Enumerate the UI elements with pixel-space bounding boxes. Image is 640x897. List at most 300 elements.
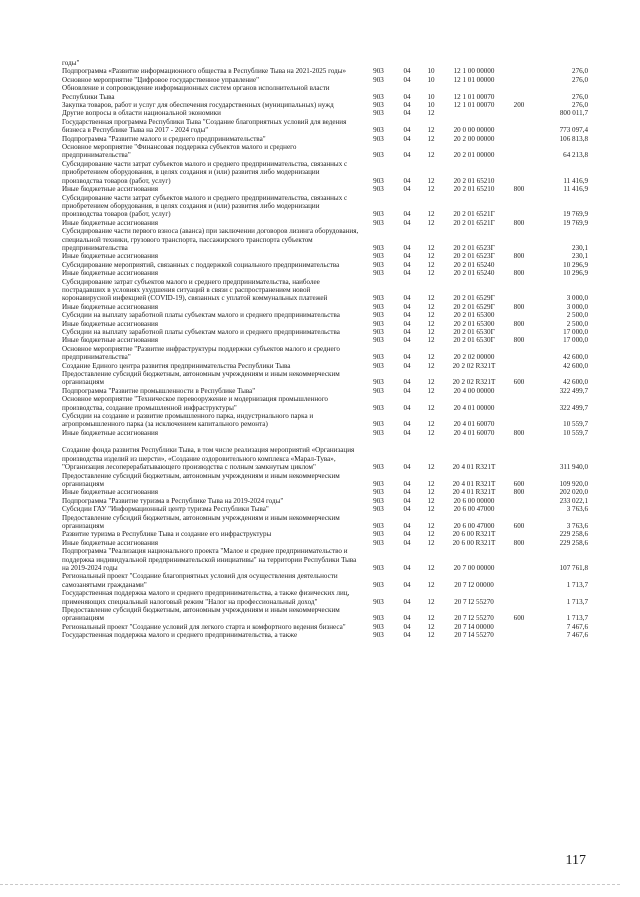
row-grbs-code: 903 [373, 269, 384, 278]
row-subsection-code: 12 [427, 505, 435, 514]
row-grbs-code: 903 [373, 386, 384, 395]
row-target-article-code: 20 2 01 65300 [453, 319, 495, 328]
row-section-code: 04 [403, 353, 411, 362]
row-section-code: 04 [403, 185, 411, 194]
row-grbs-code: 903 [373, 614, 384, 623]
row-name: Региональный проект "Создание благоприятных условий для осуществления деятельности самозанятыми гражданами" [62, 572, 338, 589]
row-section-code: 04 [403, 319, 411, 328]
row-section-code: 04 [403, 294, 411, 303]
row-grbs-code: 903 [373, 101, 384, 110]
table-row [62, 395, 590, 412]
table-row [62, 109, 590, 117]
row-grbs-code: 903 [373, 496, 384, 505]
row-expense-type-code: 600 [513, 378, 525, 387]
table-row [62, 336, 590, 344]
row-name: Иные бюджетные ассигнования [62, 269, 159, 278]
row-subsection-code: 12 [427, 420, 435, 429]
row-name: Подпрограмма "Реализация национального проекта "Малое и среднее предпринимательство и поддержка индивидуальной предпринимательской инициативы" на территории Республики Тыва на 2019-2024 годы [62, 547, 357, 572]
row-grbs-code: 903 [373, 302, 384, 311]
row-grbs-code: 903 [373, 505, 384, 514]
row-amount: 107 761,8 [559, 563, 588, 572]
row-section-code: 04 [403, 505, 411, 514]
table-row [62, 278, 590, 303]
row-section-code: 04 [403, 269, 411, 278]
row-grbs-code: 903 [373, 463, 384, 472]
row-section-code: 04 [403, 538, 411, 547]
row-name: Субсидирование части затрат субъектов малого и среднего предпринимательства, связанных с приобретением оборудования, в целях создания и (или) развития либо модернизации производства товаров (работ, услуг) [62, 159, 348, 185]
row-grbs-code: 903 [373, 311, 384, 320]
row-target-article-code: 20 6 00 47000 [453, 521, 495, 530]
row-amount: 42 600,0 [563, 353, 588, 362]
row-target-article-code: 12 1 00 00000 [453, 67, 495, 76]
row-grbs-code: 903 [373, 488, 384, 497]
row-name: Субсидирование затрат субъектов малого и среднего предпринимательства, наиболее пострадавших в условиях ухудшения ситуаций в связи с распространением новой коронавирусной инфекцией (COVID-19), связанных с уплатой коммунальных платежей [62, 277, 328, 303]
row-name: Иные бюджетные ассигнования [62, 302, 159, 311]
row-target-article-code: 20 4 01 00000 [453, 403, 495, 412]
row-target-article-code: 20 7 I2 55270 [454, 614, 494, 623]
row-target-article-code: 12 1 01 00070 [453, 101, 495, 110]
row-expense-type-code: 800 [513, 252, 525, 261]
row-grbs-code: 903 [373, 67, 384, 76]
table-row [62, 311, 590, 319]
row-amount: 230,1 [572, 252, 588, 261]
row-name: Подпрограмма "Развитие малого и среднего предпринимательства" [62, 134, 266, 143]
row-grbs-code: 903 [373, 361, 384, 370]
row-section-code: 04 [403, 328, 411, 336]
row-expense-type-code: 600 [513, 479, 525, 488]
row-grbs-code: 903 [373, 319, 384, 328]
row-target-article-code: 20 2 01 65240 [453, 269, 495, 278]
row-grbs-code: 903 [373, 252, 384, 261]
row-name: Иные бюджетные ассигнования [62, 218, 159, 227]
row-subsection-code: 12 [427, 403, 435, 412]
row-name: Иные бюджетные ассигнования [62, 252, 159, 261]
row-subsection-code: 12 [427, 151, 435, 160]
row-name: Субсидии на выплату заработной платы субъектам малого и среднего предпринимательства [62, 328, 340, 336]
row-section-code: 04 [403, 75, 411, 84]
table-row [62, 101, 590, 109]
row-subsection-code: 12 [427, 269, 435, 278]
row-amount: 7 467,6 [566, 622, 588, 631]
row-subsection-code: 12 [427, 479, 435, 488]
row-target-article-code: 20 2 01 6530Г [453, 328, 495, 336]
row-subsection-code: 12 [427, 311, 435, 320]
table-row [62, 505, 590, 513]
row-name: Основное мероприятие "Цифровое государственное управление" [62, 75, 260, 84]
table-row [62, 328, 590, 336]
row-name: Развитие туризма в Республике Тыва и создание его инфраструктуры [62, 530, 272, 539]
row-name: Обновление и сопровождение информационных систем органов исполнительной власти Республики Тыва [62, 84, 330, 101]
table-row [62, 497, 590, 505]
row-section-code: 04 [403, 311, 411, 320]
row-amount: 19 769,9 [563, 210, 588, 219]
row-subsection-code: 12 [427, 538, 435, 547]
row-target-article-code: 20 2 01 6529Г [453, 294, 495, 303]
row-amount: 7 467,6 [566, 631, 588, 640]
row-subsection-code: 12 [427, 185, 435, 194]
row-grbs-code: 903 [373, 580, 384, 589]
row-subsection-code: 12 [427, 428, 435, 437]
table-row [62, 631, 590, 639]
row-grbs-code: 903 [373, 126, 384, 135]
row-amount: 800 011,7 [559, 109, 588, 118]
row-grbs-code: 903 [373, 210, 384, 219]
row-subsection-code: 12 [427, 336, 435, 345]
row-target-article-code: 20 2 00 00000 [453, 134, 495, 143]
table-row [62, 160, 590, 185]
row-subsection-code: 12 [427, 134, 435, 143]
row-subsection-code: 12 [427, 622, 435, 631]
row-name: Иные бюджетные ассигнования [62, 428, 159, 437]
row-subsection-code: 12 [427, 530, 435, 539]
table-row [62, 185, 590, 193]
row-target-article-code: 20 6 00 R321Т [452, 530, 496, 539]
row-name: Субсидии на создание и развитие промышленного парка, индустриального парка и агропромышленного парка (за исключением капитального ремонта) [62, 412, 314, 429]
table-row [62, 514, 590, 531]
row-section-code: 04 [403, 302, 411, 311]
row-grbs-code: 903 [373, 328, 384, 336]
row-grbs-code: 903 [373, 243, 384, 252]
row-subsection-code: 12 [427, 252, 435, 261]
row-subsection-code: 10 [427, 101, 435, 110]
row-target-article-code: 20 6 00 00000 [453, 496, 495, 505]
row-section-code: 04 [403, 403, 411, 412]
row-name: Субсидирование части первого взноса (аванса) при заключении договоров лизинга оборудования, специальной техники, грузового транспорта, пассажирского транспорта субъектом предпринимательства [62, 227, 359, 252]
row-amount: 1 713,7 [566, 597, 588, 606]
row-section-code: 04 [403, 597, 411, 606]
row-target-article-code: 20 7 I2 00000 [454, 580, 494, 589]
row-section-code: 04 [403, 92, 411, 101]
row-section-code: 04 [403, 580, 411, 589]
row-grbs-code: 903 [373, 378, 384, 387]
row-target-article-code: 20 2 01 6523Г [453, 243, 495, 252]
row-amount: 276,0 [572, 67, 588, 76]
row-expense-type-code: 800 [513, 269, 525, 278]
row-grbs-code: 903 [373, 622, 384, 631]
row-grbs-code: 903 [373, 597, 384, 606]
row-section-code: 04 [403, 521, 411, 530]
row-amount: 1 713,7 [566, 614, 588, 623]
row-target-article-code: 20 2 02 R321Т [452, 378, 496, 387]
row-target-article-code: 20 2 01 00000 [453, 151, 495, 160]
row-name: Субсидирование мероприятий, связанных с поддержкой социального предпринимательства [62, 260, 340, 269]
row-grbs-code: 903 [373, 403, 384, 412]
row-section-code: 04 [403, 479, 411, 488]
table-row [62, 76, 590, 84]
row-amount: 19 769,9 [563, 218, 588, 227]
row-subsection-code: 10 [427, 75, 435, 84]
row-subsection-code: 12 [427, 386, 435, 395]
row-name: Субсидии ГАУ "Информационный центр туризма Республики Тыва" [62, 505, 269, 514]
row-target-article-code: 20 4 01 R321Т [452, 479, 496, 488]
row-target-article-code: 20 4 01 R321Т [452, 488, 496, 497]
row-expense-type-code: 800 [513, 302, 525, 311]
row-subsection-code: 12 [427, 294, 435, 303]
row-section-code: 04 [403, 109, 411, 118]
table-row [62, 135, 590, 143]
row-amount: 11 416,9 [563, 185, 588, 194]
row-amount: 3 763,6 [566, 521, 588, 530]
table-row [62, 362, 590, 370]
row-grbs-code: 903 [373, 151, 384, 160]
row-subsection-code: 12 [427, 521, 435, 530]
row-section-code: 04 [403, 463, 411, 472]
row-name: Государственная программа Республики Тыва "Создание благоприятных условий для ведения бизнеса в Республике Тыва на 2017 - 2024 годы" [62, 117, 347, 135]
row-target-article-code: 20 0 00 00000 [453, 126, 495, 135]
table-row [62, 370, 590, 387]
row-target-article-code: 20 4 01 60070 [453, 420, 495, 429]
row-name: Создание фонда развития Республики Тыва, в том числе реализация мероприятий «Организация производства изделий из шерсти», «Создание оздоровительного комплекса «Марал-Тува», "Организация лесоперерабатывающего производства с полным замкнутым циклом" [62, 446, 355, 472]
row-amount: 276,0 [572, 75, 588, 84]
row-grbs-code: 903 [373, 563, 384, 572]
row-name: Основное мероприятие "Развитие инфраструктуры поддержки субъектов малого и среднего предпринимательства" [62, 344, 340, 362]
row-target-article-code: 12 1 01 00070 [453, 92, 495, 101]
row-target-article-code: 20 7 I2 55270 [454, 597, 494, 606]
row-amount: 42 600,0 [563, 361, 588, 370]
row-name: Иные бюджетные ассигнования [62, 336, 159, 345]
row-amount: 3 000,0 [566, 294, 588, 303]
table-row [62, 623, 590, 631]
row-amount: 322 499,7 [559, 403, 588, 412]
row-subsection-code: 12 [427, 361, 435, 370]
row-name: Иные бюджетные ассигнования [62, 185, 159, 194]
row-subsection-code: 12 [427, 496, 435, 505]
row-amount: 773 097,4 [559, 126, 588, 135]
table-row [62, 59, 590, 67]
table-row [62, 530, 590, 538]
row-section-code: 04 [403, 488, 411, 497]
row-grbs-code: 903 [373, 521, 384, 530]
row-amount: 42 600,0 [563, 378, 588, 387]
row-expense-type-code: 800 [513, 428, 525, 437]
row-name: Государственная поддержка малого и среднего предпринимательства, а также [62, 631, 298, 640]
row-subsection-code: 12 [427, 614, 435, 623]
row-section-code: 04 [403, 428, 411, 437]
row-amount: 3 763,6 [566, 505, 588, 514]
row-expense-type-code: 800 [513, 336, 525, 345]
row-subsection-code: 12 [427, 563, 435, 572]
row-section-code: 04 [403, 496, 411, 505]
row-expense-type-code: 800 [513, 319, 525, 328]
table-row [62, 606, 590, 623]
table-row [62, 429, 590, 437]
row-grbs-code: 903 [373, 109, 384, 118]
table-row [62, 547, 590, 572]
table-row [62, 488, 590, 496]
row-target-article-code: 20 2 01 65300 [453, 311, 495, 320]
table-row [62, 118, 590, 135]
row-expense-type-code: 800 [513, 538, 525, 547]
row-section-code: 04 [403, 336, 411, 345]
row-subsection-code: 10 [427, 92, 435, 101]
table-row [62, 261, 590, 269]
row-expense-type-code: 800 [513, 185, 525, 194]
row-amount: 109 920,0 [559, 479, 588, 488]
table-row [62, 67, 590, 75]
row-expense-type-code: 600 [513, 614, 525, 623]
row-section-code: 04 [403, 218, 411, 227]
bottom-dashed-line [0, 884, 620, 885]
row-amount: 10 296,9 [563, 269, 588, 278]
table-row [62, 227, 590, 252]
row-target-article-code: 12 1 01 00000 [453, 75, 495, 84]
row-target-article-code: 20 7 00 00000 [453, 563, 495, 572]
row-expense-type-code: 200 [513, 101, 525, 110]
row-section-code: 04 [403, 176, 411, 185]
row-subsection-code: 12 [427, 378, 435, 387]
row-subsection-code: 12 [427, 353, 435, 362]
row-name: Региональный проект "Создание условий для легкого старта и комфортного ведения бизнеса" [62, 622, 346, 631]
row-expense-type-code: 800 [513, 218, 525, 227]
row-section-code: 04 [403, 260, 411, 269]
table-row [62, 269, 590, 277]
row-grbs-code: 903 [373, 185, 384, 194]
row-target-article-code: 20 2 02 00000 [453, 353, 495, 362]
row-grbs-code: 903 [373, 631, 384, 640]
row-expense-type-code: 600 [513, 521, 525, 530]
row-amount: 64 213,8 [563, 151, 588, 160]
table-row [62, 539, 590, 547]
row-target-article-code: 20 4 00 00000 [453, 386, 495, 395]
row-grbs-code: 903 [373, 92, 384, 101]
row-section-code: 04 [403, 622, 411, 631]
row-section-code: 04 [403, 631, 411, 640]
row-target-article-code: 20 2 01 6521Г [453, 210, 495, 219]
table-row [62, 84, 590, 101]
row-spacer [62, 437, 590, 446]
row-amount: 276,0 [572, 92, 588, 101]
page-number: 117 [565, 853, 586, 868]
budget-table [62, 59, 590, 640]
table-row [62, 303, 590, 311]
row-section-code: 04 [403, 243, 411, 252]
row-target-article-code: 20 2 01 6521Г [453, 218, 495, 227]
row-name: Предоставление субсидий бюджетным, автономным учреждениям и иным некоммерческим организациям [62, 471, 340, 488]
row-section-code: 04 [403, 563, 411, 572]
row-target-article-code: 20 2 01 6529Г [453, 302, 495, 311]
row-grbs-code: 903 [373, 479, 384, 488]
row-name: Субсидии на выплату заработной платы субъектам малого и среднего предпринимательства [62, 311, 340, 320]
row-amount: 10 296,9 [563, 260, 588, 269]
row-target-article-code: 20 4 01 60070 [453, 428, 495, 437]
table-row [62, 412, 590, 429]
row-amount: 322 499,7 [559, 386, 588, 395]
row-target-article-code: 20 6 00 R321Т [452, 538, 496, 547]
row-section-code: 04 [403, 101, 411, 110]
row-name: Предоставление субсидий бюджетным, автономным учреждениям и иным некоммерческим организациям [62, 606, 340, 623]
row-amount: 11 416,9 [563, 176, 588, 185]
row-target-article-code: 20 6 00 47000 [453, 505, 495, 514]
row-subsection-code: 12 [427, 210, 435, 219]
row-subsection-code: 12 [427, 580, 435, 589]
row-name: Подпрограмма «Развитие информационного общества в Республике Тыва на 2021-2025 годы» [62, 67, 347, 76]
row-amount: 17 000,0 [563, 336, 588, 345]
row-amount: 10 559,7 [563, 420, 588, 429]
row-grbs-code: 903 [373, 134, 384, 143]
row-name: Подпрограмма "Развитие туризма в Республике Тыва на 2019-2024 годы" [62, 496, 284, 505]
table-row [62, 320, 590, 328]
table-row [62, 572, 590, 589]
row-name: Основное мероприятие "Финансовая поддержка субъектов малого и среднего предпринимательства" [62, 143, 297, 160]
row-section-code: 04 [403, 252, 411, 261]
row-name: Подпрограмма "Развитие промышленности в Республике Тыва" [62, 386, 256, 395]
table-row [62, 143, 590, 160]
row-subsection-code: 12 [427, 126, 435, 135]
row-section-code: 04 [403, 530, 411, 539]
row-section-code: 04 [403, 134, 411, 143]
table-row [62, 252, 590, 260]
row-amount: 229 258,6 [559, 530, 588, 539]
row-grbs-code: 903 [373, 428, 384, 437]
row-name: Другие вопросы в области национальной экономики [62, 109, 221, 118]
table-row [62, 194, 590, 219]
row-grbs-code: 903 [373, 260, 384, 269]
row-subsection-code: 12 [427, 109, 435, 118]
row-name: Предоставление субсидий бюджетным, автономным учреждениям и иным некоммерческим организациям [62, 513, 340, 530]
row-target-article-code: 20 4 01 R321Т [452, 463, 496, 472]
row-amount: 311 940,0 [559, 463, 588, 472]
row-grbs-code: 903 [373, 294, 384, 303]
row-amount: 10 559,7 [563, 428, 588, 437]
row-section-code: 04 [403, 361, 411, 370]
row-name: Основное мероприятие "Техническое перевооружение и модернизация промышленного производства, создание промышленной инфраструктуры" [62, 395, 328, 412]
row-expense-type-code: 800 [513, 488, 525, 497]
row-target-article-code: 20 7 I4 00000 [454, 622, 494, 631]
row-amount: 106 813,8 [559, 134, 588, 143]
row-target-article-code: 20 2 02 R321Т [452, 361, 496, 370]
row-amount: 202 020,0 [559, 488, 588, 497]
row-name: Иные бюджетные ассигнования [62, 538, 159, 547]
row-grbs-code: 903 [373, 176, 384, 185]
table-row [62, 589, 590, 606]
row-amount: 230,1 [572, 243, 588, 252]
row-name: годы" [62, 59, 80, 67]
row-amount: 233 022,1 [559, 496, 588, 505]
row-amount: 2 500,0 [566, 319, 588, 328]
table-row [62, 387, 590, 395]
row-amount: 3 000,0 [566, 302, 588, 311]
row-name: Создание Единого центра развития предпринимательства Республики Тыва [62, 361, 291, 370]
row-grbs-code: 903 [373, 420, 384, 429]
row-amount: 229 258,6 [559, 538, 588, 547]
table-row [62, 472, 590, 489]
row-section-code: 04 [403, 614, 411, 623]
row-grbs-code: 903 [373, 538, 384, 547]
row-subsection-code: 12 [427, 328, 435, 336]
row-target-article-code: 20 7 I4 55270 [454, 631, 494, 640]
table-row [62, 219, 590, 227]
row-section-code: 04 [403, 126, 411, 135]
row-target-article-code: 20 2 01 65210 [453, 185, 495, 194]
row-section-code: 04 [403, 210, 411, 219]
row-grbs-code: 903 [373, 336, 384, 345]
row-subsection-code: 12 [427, 243, 435, 252]
row-subsection-code: 12 [427, 176, 435, 185]
row-grbs-code: 903 [373, 75, 384, 84]
row-target-article-code: 20 2 01 6530Г [453, 336, 495, 345]
row-grbs-code: 903 [373, 353, 384, 362]
row-subsection-code: 12 [427, 319, 435, 328]
row-target-article-code: 20 2 01 65240 [453, 260, 495, 269]
row-subsection-code: 12 [427, 260, 435, 269]
row-subsection-code: 12 [427, 631, 435, 640]
row-name: Иные бюджетные ассигнования [62, 488, 159, 497]
row-subsection-code: 12 [427, 597, 435, 606]
row-name: Государственная поддержка малого и среднего предпринимательства, а также физических лиц, применяющих специальный налоговый режим "Налог на профессиональный доход" [62, 589, 350, 606]
table-row [62, 446, 590, 471]
row-target-article-code: 20 2 01 65210 [453, 176, 495, 185]
row-name: Иные бюджетные ассигнования [62, 319, 159, 328]
